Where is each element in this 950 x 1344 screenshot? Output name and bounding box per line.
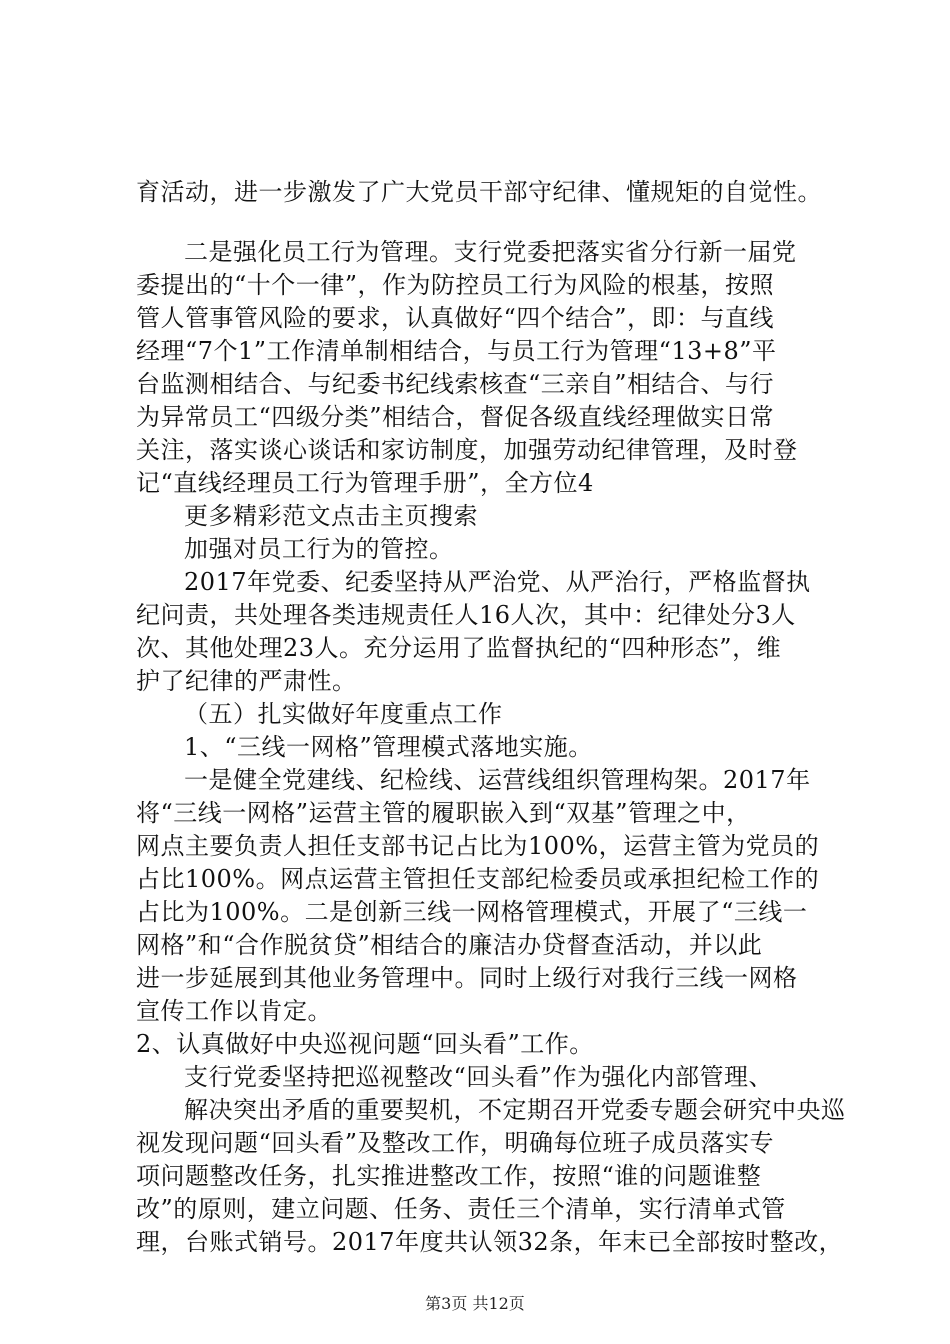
paragraph-line: 加强对员工行为的管控。 bbox=[184, 535, 454, 563]
paragraph-line: 支行党委坚持把巡视整改“回头看”作为强化内部管理、 bbox=[184, 1063, 774, 1091]
paragraph-line: 将“三线一网格”运营主管的履职嵌入到“双基”管理之中， bbox=[136, 799, 751, 827]
paragraph-line: 委提出的“十个一律”，作为防控员工行为风险的根基，按照 bbox=[136, 271, 775, 299]
paragraph-line: 项问题整改任务，扎实推进整改工作，按照“谁的问题谁整 bbox=[136, 1162, 762, 1190]
paragraph-line: 占比为100%。二是创新三线一网格管理模式，开展了“三线一 bbox=[136, 898, 808, 926]
subsection-heading: 1、“三线一网格”管理模式落地实施。 bbox=[184, 733, 593, 761]
section-heading: （五）扎实做好年度重点工作 bbox=[184, 700, 503, 728]
page-footer: 第3页 共12页 bbox=[425, 1294, 525, 1313]
paragraph-line: 网点主要负责人担任支部书记占比为100%，运营主管为党员的 bbox=[136, 832, 820, 860]
paragraph-line: 纪问责，共处理各类违规责任人16人次，其中：纪律处分3人 bbox=[136, 601, 796, 629]
paragraph-line: 二是强化员工行为管理。支行党委把落实省分行新一届党 bbox=[184, 238, 797, 266]
paragraph-line: 改”的原则，建立问题、任务、责任三个清单，实行清单式管 bbox=[136, 1195, 786, 1223]
paragraph-line: 台监测相结合、与纪委书纪线索核查“三亲自”相结合、与行 bbox=[136, 370, 775, 398]
paragraph-line: 次、其他处理23人。充分运用了监督执纪的“四种形态”，维 bbox=[136, 634, 782, 662]
paragraph-line: 为异常员工“四级分类”相结合，督促各级直线经理做实日常 bbox=[136, 403, 775, 431]
paragraph-line: 解决突出矛盾的重要契机，不定期召开党委专题会研究中央巡 bbox=[184, 1096, 846, 1124]
paragraph-line: 经理“7个1”工作清单制相结合，与员工行为管理“13+8”平 bbox=[136, 337, 777, 365]
paragraph-line: 网格”和“合作脱贫贷”相结合的廉洁办贷督查活动，并以此 bbox=[136, 931, 763, 959]
paragraph-line: 育活动，进一步激发了广大党员干部守纪律、懂规矩的自觉性。 bbox=[136, 178, 822, 206]
paragraph-line: 视发现问题“回头看”及整改工作，明确每位班子成员落实专 bbox=[136, 1129, 775, 1157]
paragraph-line: 进一步延展到其他业务管理中。同时上级行对我行三线一网格 bbox=[136, 964, 798, 992]
subsection-heading: 2、认真做好中央巡视问题“回头看”工作。 bbox=[136, 1030, 594, 1058]
paragraph-line: 管人管事管风险的要求，认真做好“四个结合”，即：与直线 bbox=[136, 304, 775, 332]
promo-line: 更多精彩范文点击主页搜索 bbox=[184, 502, 478, 530]
paragraph-line: 占比100%。网点运营主管担任支部纪检委员或承担纪检工作的 bbox=[136, 865, 820, 893]
paragraph-line: 一是健全党建线、纪检线、运营线组织管理构架。2017年 bbox=[184, 766, 811, 794]
paragraph-line: 护了纪律的严肃性。 bbox=[136, 667, 357, 695]
paragraph-line: 宣传工作以肯定。 bbox=[136, 997, 332, 1025]
paragraph-line: 2017年党委、纪委坚持从严治党、从严治行，严格监督执 bbox=[184, 568, 811, 596]
paragraph-line: 关注，落实谈心谈话和家访制度，加强劳动纪律管理，及时登 bbox=[136, 436, 798, 464]
paragraph-line: 记“直线经理员工行为管理手册”，全方位4 bbox=[136, 469, 594, 497]
paragraph-line: 理，台账式销号。2017年度共认领32条，年末已全部按时整改， bbox=[136, 1228, 844, 1256]
